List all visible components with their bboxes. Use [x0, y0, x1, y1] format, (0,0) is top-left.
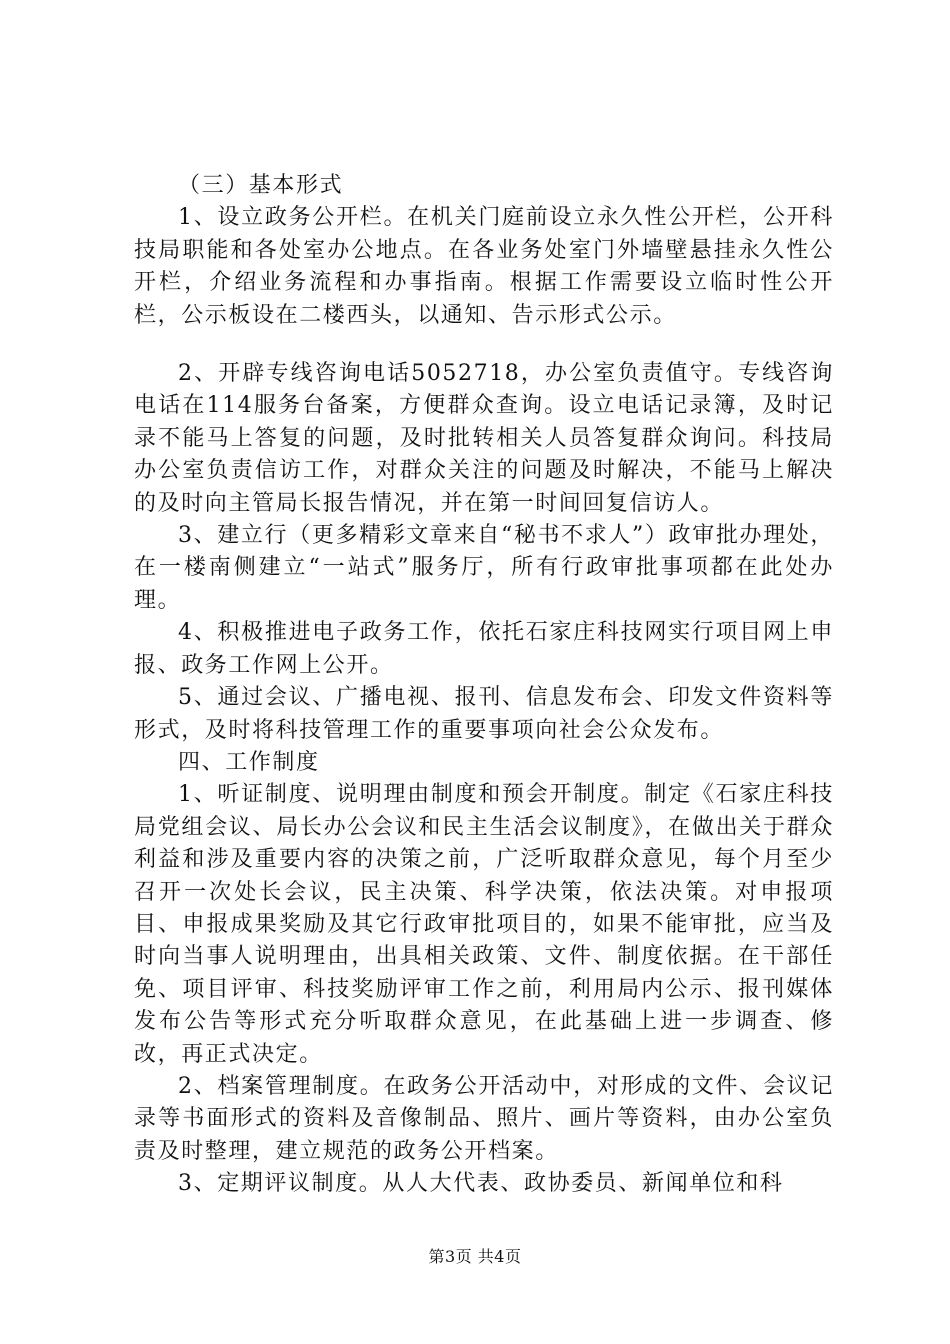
paragraph-hotline: 2、开辟专线咨询电话5052718，办公室负责值守。专线咨询电话在114服务台备案，方便群众查询。设立电话记录簿，及时记录不能马上答复的问题，及时批转相关人员答复群众询问。科技局办公室负责信访工作，对群众关注的问题及时解决，不能马上解决的及时向主管局长报告情况，并在第一时间回复信访人。 [134, 361, 834, 516]
section-heading-basic-forms: （三）基本形式 [178, 173, 344, 198]
paragraph-approval-office: 3、建立行（更多精彩文章来自“秘书不求人”）政审批办理处，在一楼南侧建立“一站式”服务厅，所有行政审批事项都在此处办理。 [134, 523, 834, 613]
section-heading-work-system: 四、工作制度 [178, 749, 320, 775]
paragraph-e-government: 4、积极推进电子政务工作，依托石家庄科技网实行项目网上申报、政务工作网上公开。 [134, 620, 834, 678]
paragraph-archive-system: 2、档案管理制度。在政务公开活动中，对形成的文件、会议记录等书面形式的资料及音像制品、照片、画片等资料，由办公室负责及时整理，建立规范的政务公开档案。 [134, 1073, 834, 1164]
page-number-footer: 第3页 共4页 [428, 1247, 522, 1266]
paragraph-publication-channels: 5、通过会议、广播电视、报刊、信息发布会、印发文件资料等形式，及时将科技管理工作的重要事项向社会公众发布。 [134, 685, 834, 743]
paragraph-hearing-system: 1、听证制度、说明理由制度和预会开制度。制定《石家庄科技局党组会议、局长办公会议和民主生活会议制度》，在做出关于群众利益和涉及重要内容的决策之前，广泛听取群众意见，每个月至少召开一次处长会议，民主决策、科学决策，依法决策。对申报项目、申报成果奖励及其它行政审批项目的，如果不能审批，应当及时向当事人说明理由，出具相关政策、文件、制度依据。在干部任免、项目评审、科技奖励评审工作之前，利用局内公示、报刊媒体发布公告等形式充分听取群众意见，在此基础上进一步调查、修改，再正式决定。 [134, 782, 834, 1067]
document-body [134, 170, 834, 1201]
paragraph-review-system: 3、定期评议制度。从人大代表、政协委员、新闻单位和科 [178, 1171, 784, 1197]
paragraph-public-notice-board: 1、设立政务公开栏。在机关门庭前设立永久性公开栏，公开科技局职能和各处室办公地点。在各业务处室门外墙壁悬挂永久性公开栏，介绍业务流程和办事指南。根据工作需要设立临时性公开栏，公示板设在二楼西头，以通知、告示形式公示。 [134, 205, 834, 328]
paragraph-spacer [134, 332, 834, 358]
